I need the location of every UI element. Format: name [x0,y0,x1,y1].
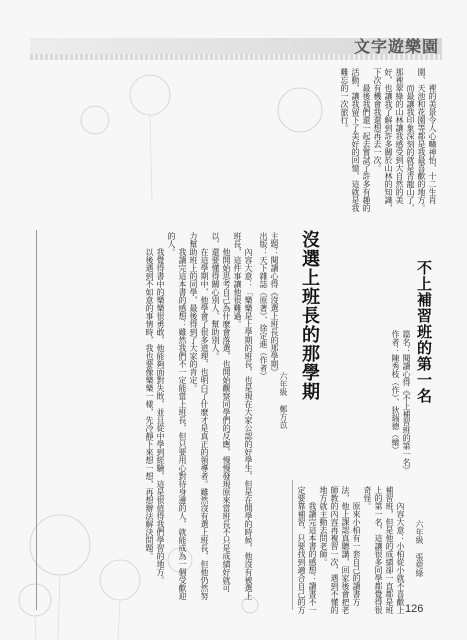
article2-title: 沒選上班長的那學期 [299,230,320,401]
article2-author [278,372,289,429]
article2-paragraph: 我讀完這本書的感想：雖然我們不一定能當上班長，但只要用心對待身邊的人，就能成為一個受歡迎的人。 [167,232,187,600]
article3-publisher-info: 作者：陳秀枝（作）、狄瑞德（繪） [391,330,400,454]
column-divider [36,230,37,610]
article2-book-info: 主題：閱讀心得《沒選上班長的那學期》 [270,232,279,376]
article3-body [296,486,406,614]
article2-info [258,232,280,380]
article1-body [52,68,438,218]
section-title: 文字遊樂園 [353,37,439,56]
article3-paragraph: 內容大意：小柏從小就不喜歡上補習班，但是他的成績卻一直都是班上的第一名，這讓很多同學都覺得很奇怪。 [363,486,405,614]
article2-author-grade: 六年級 [279,372,288,396]
article3-info [388,330,412,480]
article1-paragraph: 裡的美景令人心曠神怡，十二生肖園、天池和花園等都是我最喜歡的地方。 [417,68,437,212]
article2-publisher-info: 出版：天下雜誌（原著）、徐定進（作者） [259,232,268,380]
article2-paragraph: 內容大意：「樂樂是上學期的班長，也是現在大家公認的好學生，但是在開學的時候，他沒有被選上班長，這件事讓他很難過。 [233,232,253,600]
article2-paragraph: 在這學期中，他學會了很多道理，也明白了什麼才是真正的領導者。雖然沒有選上班長，但他仍然努力幫助班上的同學，最後得到了大家的肯定。 [189,232,209,600]
article1-paragraph: 最後我們還一起去嘗試了許多有趣的活動，讓我留下了美好的回憶，這就是我難忘的一次旅行。 [340,68,371,212]
article2-author-name: 鄭方苡 [279,405,288,429]
article1-paragraph: 而最讓我印象深刻的就是青龍山了，那裡翠綠的山林讓我感受到大自然的美好，也讓我了解到許多關於山林的知識，下次有機會我還想再去一次。 [373,68,415,212]
article2-paragraph: 他開始思考自己為什麼會落選，也開始觀察同學們的反應，慢慢發現原來當班長不只是成績好就可以，還要懂得關心別人、幫助別人。 [211,232,231,592]
article3-author-name: 張菀綠 [415,553,424,577]
article3-divider [292,480,293,610]
article3-author-grade: 六年級 [415,520,424,544]
article2-paragraph: 我覺得書中的樂樂很勇敢，他能夠面對失敗，並且從中學到經驗，這是很值得我們學習的地方。 [156,248,165,584]
page-number: 126 [405,603,424,615]
article2-body [82,232,254,602]
article3-paragraph: 我讀完這本書的感想：讀書不一定要靠補習，只要找到適合自己的方 [297,486,317,614]
article3-book-info: 篇名：閱讀心得《不上補習班的第一名》 [402,330,411,474]
article3-author [414,520,425,577]
article2-paragraph: 以後遇到不如意的事情時，我也要像樂樂一樣，先冷靜下來想一想，再想辦法解決問題。 [145,248,154,560]
article3-title: 不上補習班的第一名 [415,260,433,404]
article3-paragraph: 原來小柏有一套自己的讀書方法，他上課認真聽講，回家後會把老師教的內容再複習一次，遇到不懂的地方就主動去問老師。 [319,486,361,614]
